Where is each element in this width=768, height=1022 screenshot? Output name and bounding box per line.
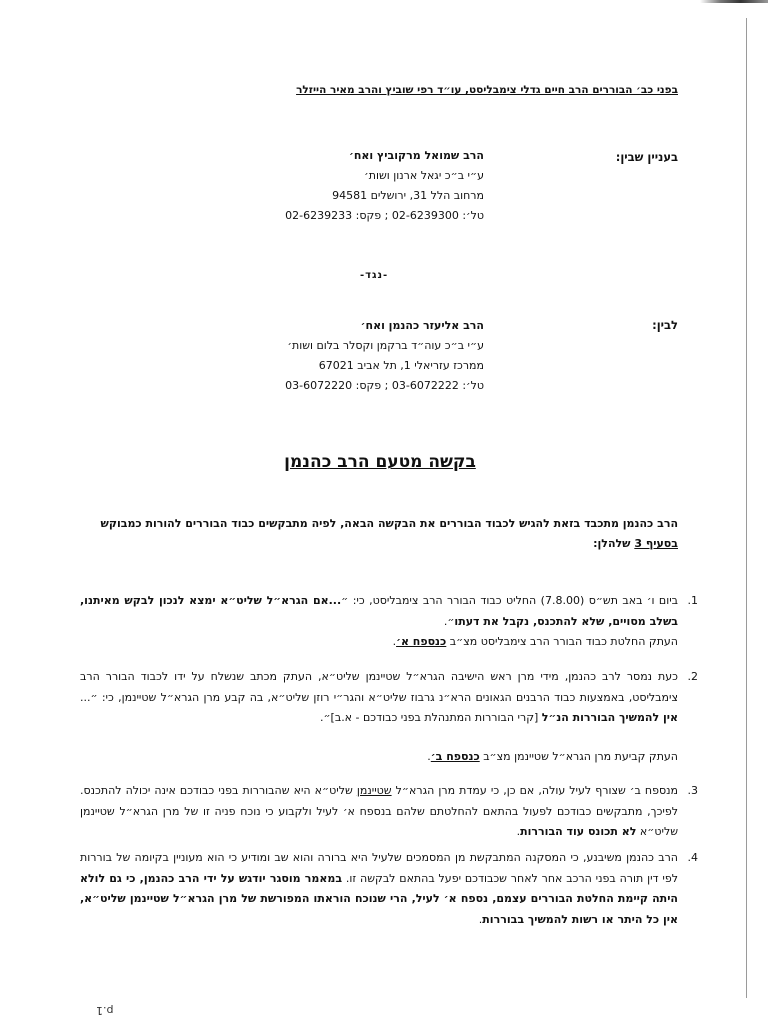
list-item-4: 4. הרב כהנמן משיבנע, כי המסקנה המתבקשת מן המסמכים שלעיל היא ברורה והוא שב ומודיע כי הוא מעוניין בקיומה של בוררות לפי דין תורה בפני הרכב אחר לאחר שכבודכם יפעל בהתאם לבקשה זו. במאמר מוסגר יודגש על ידי הרב כהנמן, כי גם לולא היתה קיימת החלטת הבוררים עצמם, נספח א׳ לעיל, הרי שנוכח הוראתו המפורשת של מרן הגרא״ל שטיינמן שליט״א, אין כל היתר או רשות להמשיך בבוררות. xyxy=(80,848,678,930)
document-title: בקשה מטעם הרב כהנמן xyxy=(284,452,476,472)
intro-paragraph: הרב כהנמן מתכבד בזאת להגיש לכבוד הבוררים את הבקשה הבאה, לפיה מתבקשים כבוד הבוררים להורות כמבוקש בסעיף 3 שלהלן: xyxy=(100,517,678,550)
between-label: בעניין שבין: xyxy=(615,150,678,164)
item-number: 4. xyxy=(687,851,698,864)
appendix-a-note: העתק החלטת כבוד הבורר הרב צימבליסט מצ״ב כנספח א׳. xyxy=(392,635,678,648)
plaintiff-name: הרב שמואל מרקוביץ ואח׳ xyxy=(348,149,484,162)
and-label: לבין: xyxy=(652,318,678,332)
item-number: 2. xyxy=(687,670,698,683)
scan-artifact-edge-line xyxy=(746,18,747,998)
plaintiff-address: מרחוב הלל 31, ירושלים 94581 xyxy=(332,189,484,202)
scan-artifact-top xyxy=(700,0,768,3)
list-item-1: 1. ביום ו׳ באב תש״ס (7.8.00) החליט כבוד הבורר הרב צימבליסט, כי: ״...אם הגרא״ל שליט״א ימצא לנכון לבקש מאיתנו, בשלב מסויים, שלא להתכנס, נקבל את דעתו״. xyxy=(80,591,678,632)
section-reference: בסעיף 3 xyxy=(634,537,678,550)
defendant-phone: טל׳: 03-6072222 ; פקס: 03-6072220 xyxy=(285,379,484,392)
plaintiff-counsel: ע״י ב״כ יגאל ארנון ושות׳ xyxy=(364,169,484,182)
item-number: 3. xyxy=(687,784,698,797)
defendant-address: ממרכז עזריאלי 1, תל אביב 67021 xyxy=(318,359,484,372)
plaintiff-block xyxy=(285,146,484,226)
defendant-name: הרב אליעזר כהנמן ואח׳ xyxy=(360,319,484,332)
list-item-2: 2. כעת נמסר לרב כהנמן, מידי מרן ראש הישיבה הגרא״ל שטיינמן שליט״א, העתק מכתב שנשלח על ידו לכבוד הבורר הרב צימבליסט, באמצעות כבוד הרבנים הגאונים הרא״נ גרבוז שליט״א והגר״י רוזן שליט״א, בה קבע מרן הגרא״ל שטיינמן, כי: ״... אין להמשיך הבוררות הנ״ל [קרי הבוררות המתנהלת בפני כבודכם - א.ב]״. xyxy=(80,667,678,729)
defendant-counsel: ע״י ב״כ עוה״ד ברקמן וקסלר בלום ושות׳ xyxy=(287,339,484,352)
page-number: p.1 xyxy=(96,1004,114,1017)
appendix-b-reference: כנספח ב׳ xyxy=(430,750,480,763)
appendix-b-note: העתק קביעת מרן הגרא״ל שטיינמן מצ״ב כנספח ב׳. xyxy=(427,750,678,763)
versus-label: -נגד- xyxy=(360,270,389,281)
appendix-a-reference: כנספח א׳ xyxy=(396,635,447,648)
defendant-block xyxy=(285,316,484,396)
plaintiff-phone: טל׳: 02-6239300 ; פקס: 02-6239233 xyxy=(285,209,484,222)
tribunal-header: בפני כב׳ הבוררים הרב חיים גדלי צימבליסט, עו״ד רפי שוביץ והרב מאיר הייזלר xyxy=(296,84,678,96)
item-number: 1. xyxy=(687,594,698,607)
list-item-3: 3. מנספח ב׳ שצורף לעיל עולה, אם כן, כי עמדת מרן הגרא״ל שטיינמן שליט״א היא שהבוררות בפני כבודכם אינה יכולה להתכנס. לפיכך, מתבקשים כבודכם לפעול בהתאם להחלטתם שלהם בנספח א׳ לעיל ולקבוע כי נוכח פניה זו של מרן הגרא״ל שטיינמן שליט״א לא תכונס עוד הבוררות. xyxy=(80,781,678,843)
